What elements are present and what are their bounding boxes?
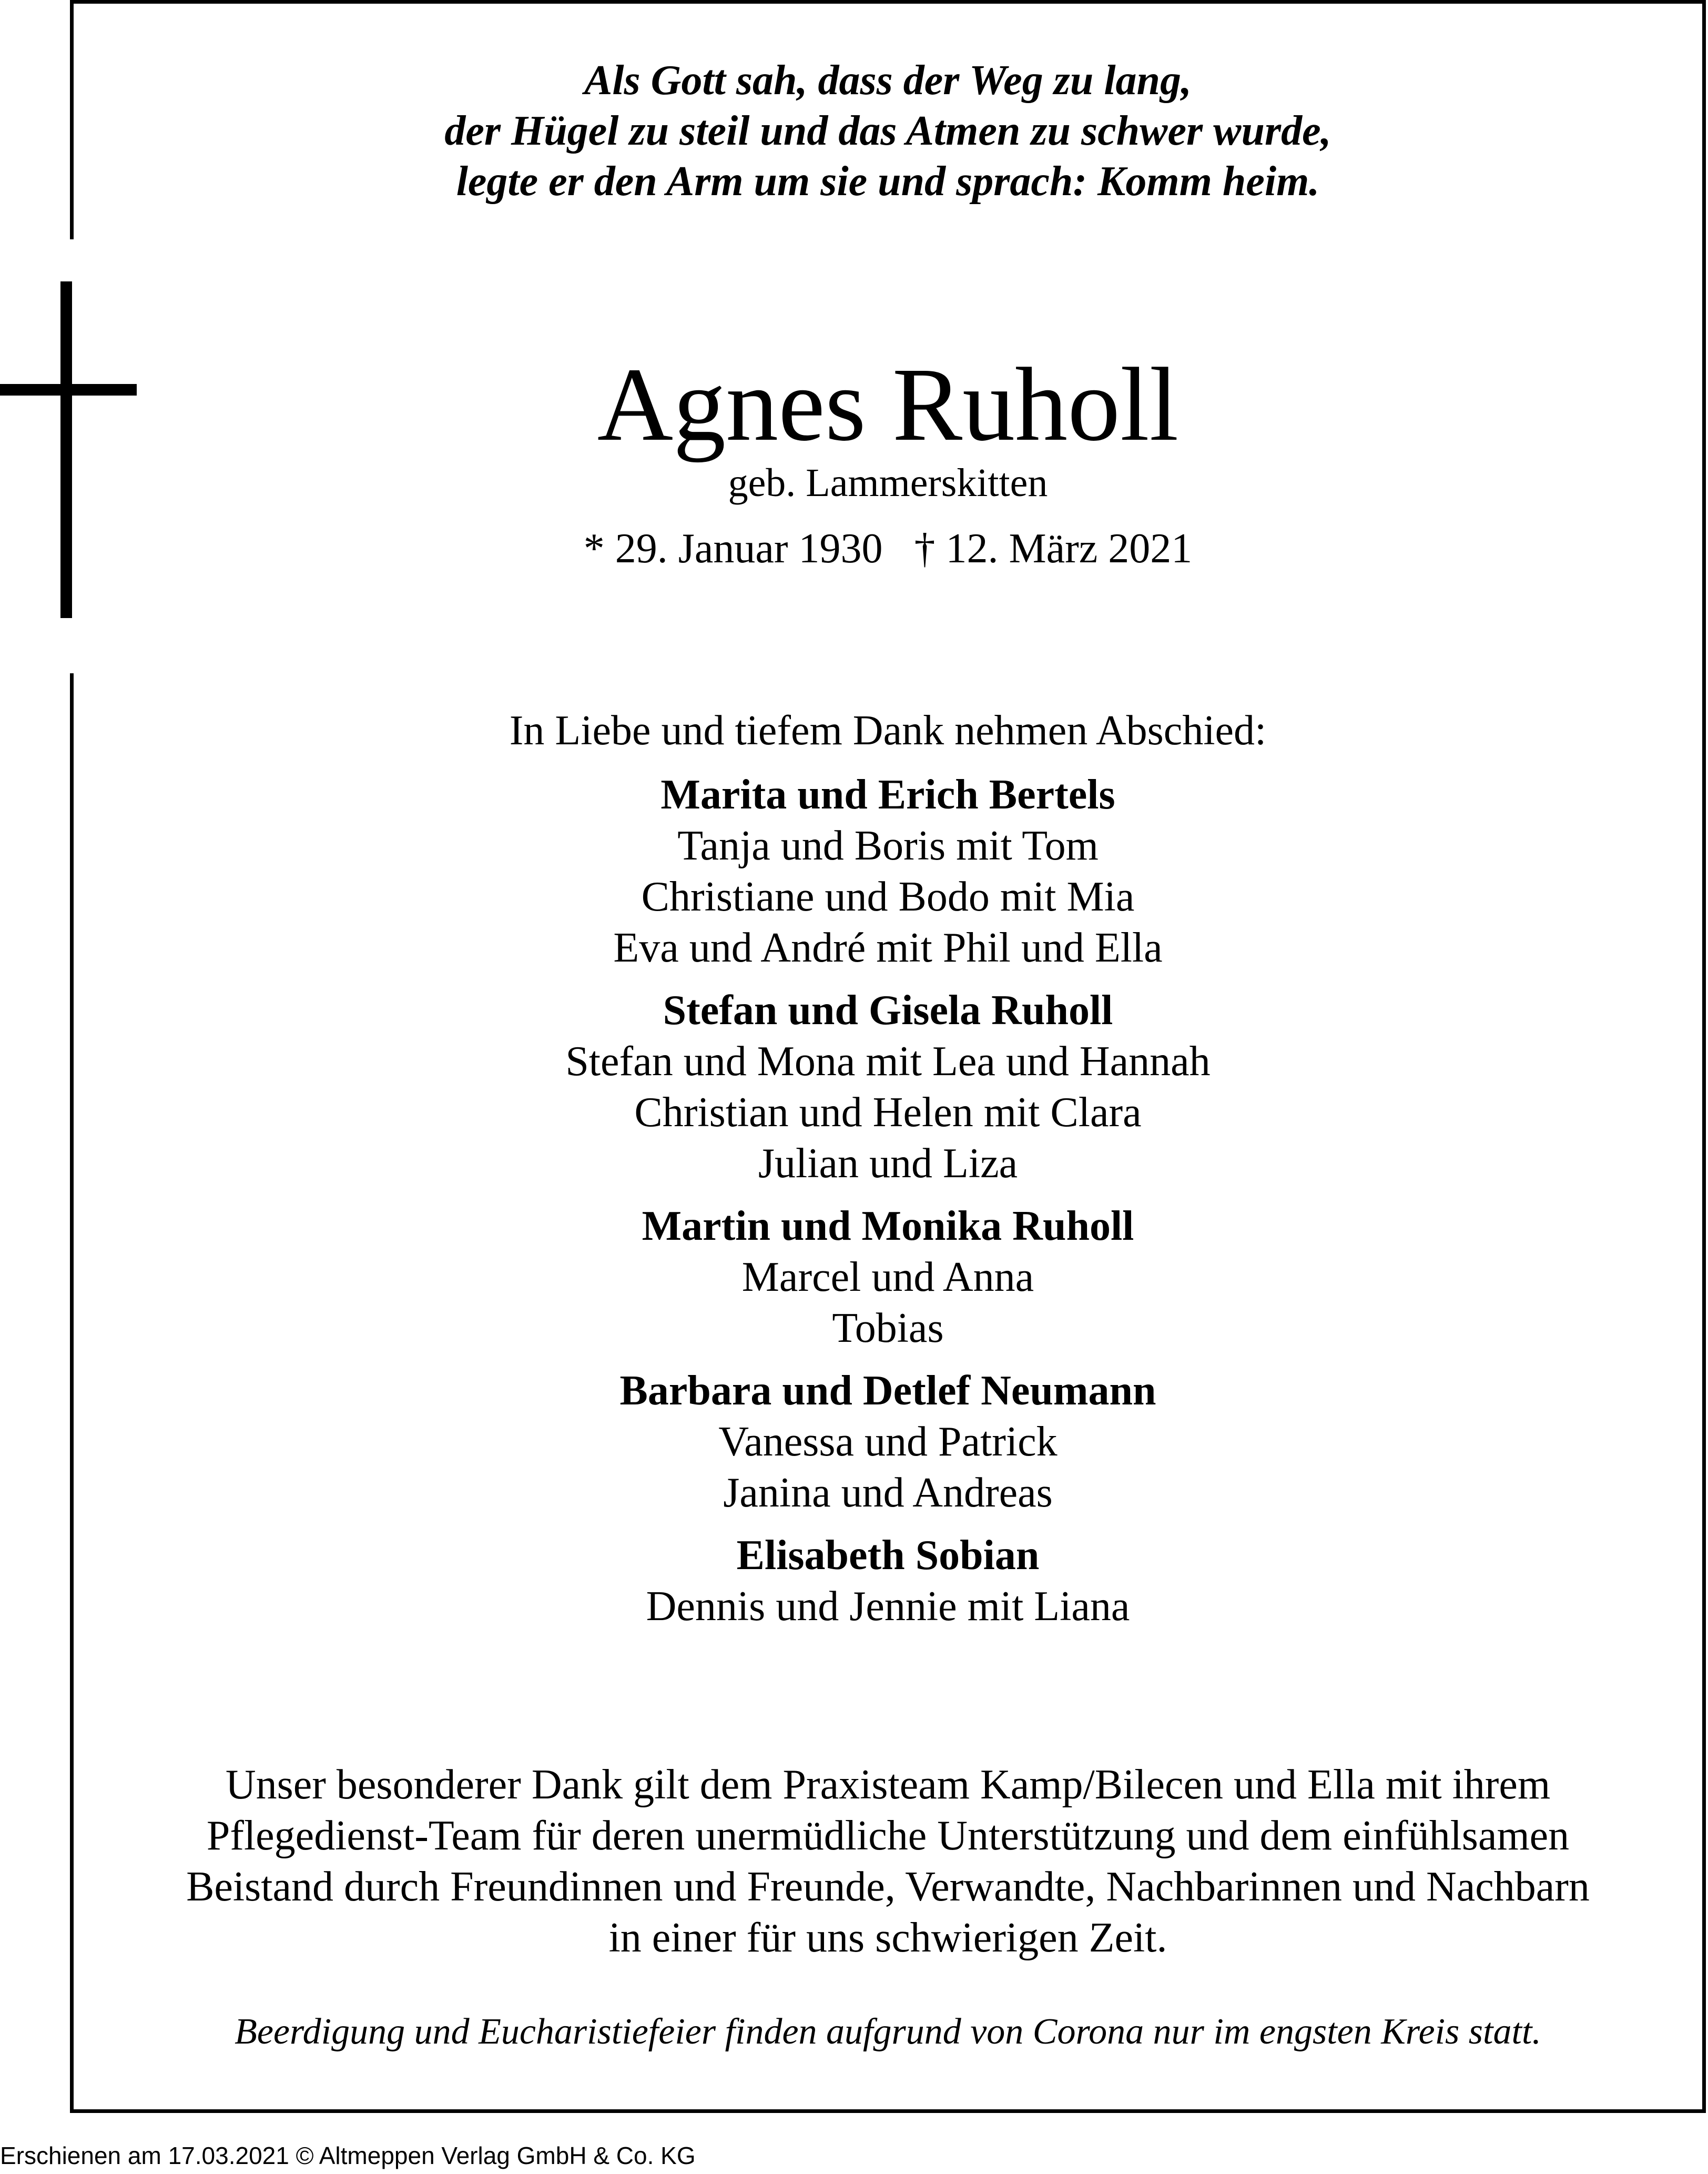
family-member: Tobias	[832, 1305, 944, 1351]
motto-verse	[74, 55, 1702, 207]
deceased-name: Agnes Ruholl	[597, 347, 1179, 463]
frame-border-left-lower	[70, 673, 74, 2113]
family-group	[74, 1366, 1702, 1519]
frame-border-top	[70, 0, 1706, 4]
family-member: Marcel und Anna	[741, 1254, 1034, 1300]
publication-footer: Erschienen am 17.03.2021 © Altmeppen Verlag GmbH & Co. KG	[0, 2142, 696, 2169]
family-group	[74, 770, 1702, 974]
family-member: Christiane und Bodo mit Mia	[641, 874, 1135, 920]
thanks-line: Pflegedienst-Team für deren unermüdliche Unterstützung und dem einfühlsamen	[206, 1813, 1570, 1859]
family-group	[74, 1530, 1702, 1632]
frame-border-left-upper	[70, 0, 74, 239]
birth-date: * 29. Januar 1930	[583, 525, 883, 572]
thanks-paragraph	[74, 1760, 1702, 1964]
funeral-note: Beerdigung und Eucharistiefeier finden aufgrund von Corona nur im engsten Kreis statt.	[235, 2011, 1541, 2052]
motto-line: Als Gott sah, dass der Weg zu lang,	[584, 57, 1192, 104]
mourners-list	[74, 770, 1702, 1644]
family-member: Christian und Helen mit Clara	[634, 1089, 1142, 1136]
life-dates	[74, 522, 1702, 575]
frame-border-bottom	[70, 2109, 1706, 2113]
family-head: Barbara und Detlef Neumann	[619, 1368, 1156, 1414]
family-member: Janina und Andreas	[723, 1470, 1053, 1516]
maiden-name: geb. Lammerskitten	[728, 461, 1048, 505]
family-head: Martin und Monika Ruholl	[642, 1203, 1134, 1249]
death-date: † 12. März 2021	[914, 525, 1193, 572]
family-group	[74, 985, 1702, 1189]
family-member: Tanja und Boris mit Tom	[677, 823, 1099, 869]
thanks-line: Beistand durch Freundinnen und Freunde, Verwandte, Nachbarinnen und Nachbarn	[186, 1864, 1590, 1910]
thanks-line: Unser besonderer Dank gilt dem Praxisteam Kamp/Bilecen und Ella mit ihrem	[225, 1762, 1551, 1808]
family-member: Julian und Liza	[758, 1140, 1018, 1187]
family-member: Vanessa und Patrick	[718, 1419, 1058, 1465]
mourners-intro: In Liebe und tiefem Dank nehmen Abschied:	[509, 707, 1267, 754]
frame-border-right	[1702, 0, 1706, 2113]
family-group	[74, 1201, 1702, 1354]
family-head: Elisabeth Sobian	[736, 1532, 1040, 1579]
family-head: Marita und Erich Bertels	[660, 772, 1115, 818]
family-head: Stefan und Gisela Ruholl	[663, 987, 1113, 1034]
motto-line: legte er den Arm um sie und sprach: Komm heim.	[456, 158, 1320, 205]
motto-line: der Hügel zu steil und das Atmen zu schwer wurde,	[444, 108, 1331, 154]
family-member: Stefan und Mona mit Lea und Hannah	[565, 1038, 1211, 1085]
thanks-line: in einer für uns schwierigen Zeit.	[608, 1915, 1167, 1961]
family-member: Dennis und Jennie mit Liana	[646, 1583, 1130, 1630]
family-member: Eva und André mit Phil und Ella	[613, 925, 1163, 971]
